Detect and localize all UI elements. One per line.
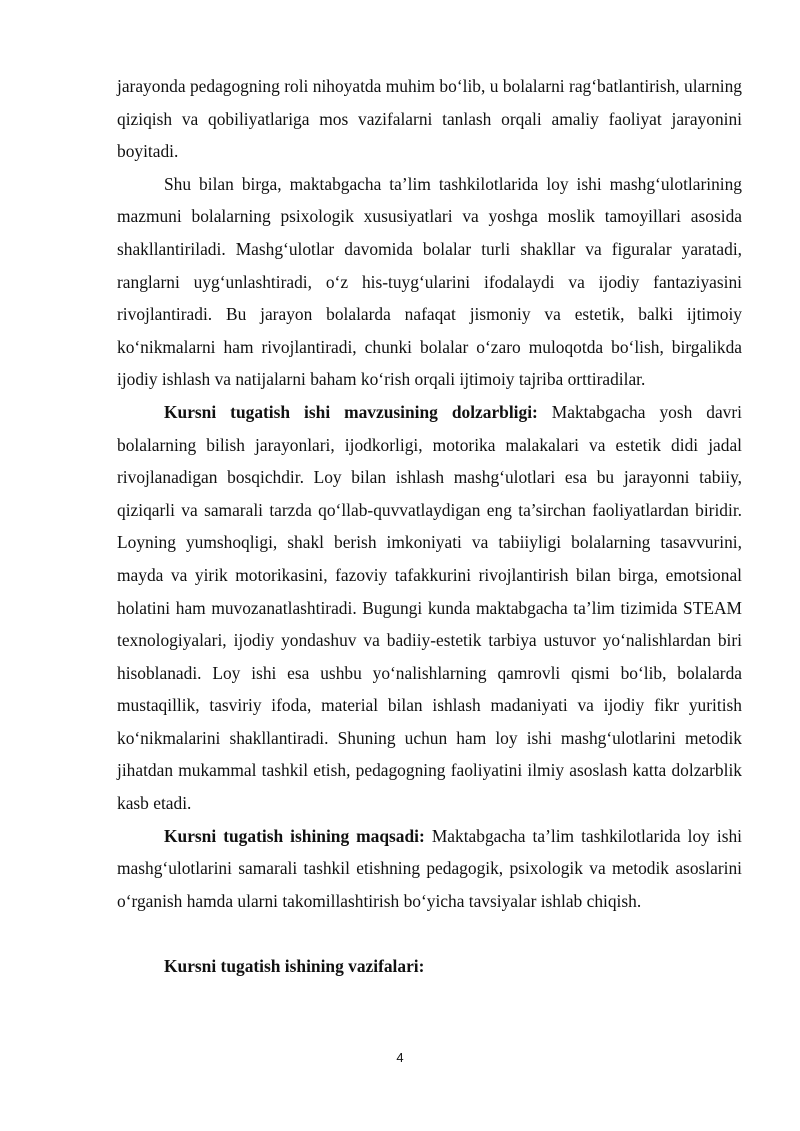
relevance-heading: Kursni tugatish ishi mavzusining dolzarbligi: <box>164 401 538 422</box>
paragraph-intro: jarayonda pedagogning roli nihoyatda muhim bo‘lib, u bolalarni rag‘batlantirish, ularning qiziqish va qobiliyatlariga mos vazifalarni tanlash orqali amaliy faoliyat jarayonini boyitadi. <box>117 76 742 162</box>
goal-heading: Kursni tugatish ishining maqsadi: <box>164 825 425 846</box>
blank-line <box>117 917 742 950</box>
paragraph-clay-activities: Shu bilan birga, maktabgacha ta’lim tashkilotlarida loy ishi mashg‘ulotlarining mazmuni bolalarning psixologik xususiyatlari va yoshga moslik tamoyillari asosida shakllantiriladi. Mashg‘ulotlar davomida bolalar turli shakllar va figuralar yaratadi, ranglarni uyg‘unlashtiradi, o‘z his-tuyg‘ularini ifodalaydi va ijodiy fantaziyasini rivojlantiradi. Bu jarayon bolalarda nafaqat jismoniy va estetik, balki ijtimoiy ko‘nikmalarni ham rivojlantiradi, chunki bolalar o‘zaro muloqotda bo‘lish, birgalikda ijodiy ishlash va natijalarni baham ko‘rish orqali ijtimoiy tajriba orttiradilar. <box>117 173 742 390</box>
tasks-heading: Kursni tugatish ishining vazifalari: <box>164 956 425 977</box>
page-number: 4 <box>396 1050 404 1065</box>
goal-text: Maktabgacha ta’lim tashkilotlarida loy ishi mashg‘ulotlarini samarali tashkil etishning pedagogik, psixologik va metodik asoslarini o‘rganish hamda ularni takomillashtirish bo‘yicha tavsiyalar ishlab chiqish. <box>117 825 743 911</box>
document-page <box>117 70 742 983</box>
paragraph-relevance <box>117 396 742 820</box>
paragraph-goal <box>117 820 742 918</box>
relevance-text: Maktabgacha yosh davri bolalarning bilish jarayonlari, ijodkorligi, motorika malakalari va estetik didi jadal rivojlanadigan bosqichdir. Loy bilan ishlash mashg‘ulotlari esa bu jarayonni tabiiy, qiziqarli va samarali tarzda qo‘llab-quvvatlaydigan eng ta’sirchan faoliyatlardan biridir. Loyning yumshoqligi, shakl berish imkoniyati va tabiiyligi bolalarning tasavvurini, mayda va yirik motorikasini, fazoviy tafakkurini rivojlantirish bilan birga, emotsional holatini ham muvozanatlashtiradi. Bugungi kunda maktabgacha ta’lim tizimida STEAM texnologiyalari, ijodiy yondashuv va badiiy-estetik tarbiya ustuvor yo‘nalishlardan biri hisoblanadi. Loy ishi esa ushbu yo‘nalishlarning qamrovli qismi bo‘lib, bolalarda mustaqillik, tasviriy ifoda, material bilan ishlash madaniyati va ijodiy fikr yuritish ko‘nikmalarini shakllantiradi. Shuning uchun ham loy ishi mashg‘ulotlarini metodik jihatdan mukammal tashkil etish, pedagogning faoliyatini ilmiy asoslash katta dolzarblik kasb etadi. <box>117 401 742 814</box>
